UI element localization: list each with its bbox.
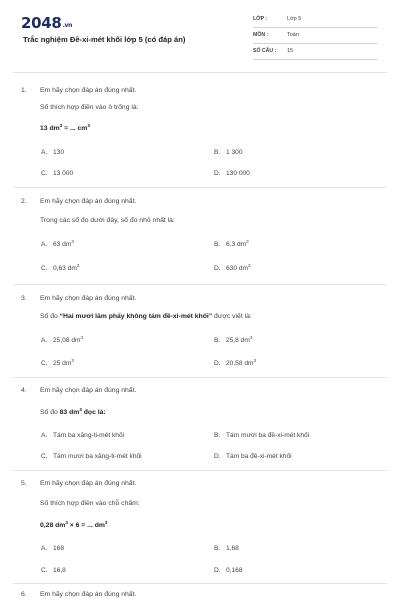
- option-b[interactable]: B. 6,3 $dm^3$: [214, 239, 249, 248]
- option-a[interactable]: A. 130: [41, 149, 65, 156]
- meta-label: LỚP :: [253, 16, 268, 22]
- option-d[interactable]: D. 20,58 $dm^3$: [214, 358, 257, 367]
- question-prompt: Em hãy chọn đáp án đúng nhất.: [40, 295, 137, 302]
- option-c[interactable]: C. 16,8: [41, 567, 66, 574]
- question-number: 6.: [21, 591, 27, 598]
- meta-value: Toán: [287, 32, 299, 38]
- question-text: Số thích hợp điền vào chỗ chấm:: [40, 500, 140, 507]
- meta-value: Lớp 5: [287, 16, 302, 22]
- divider: [13, 284, 387, 285]
- meta-label: SỐ CÂU :: [253, 48, 277, 54]
- option-c[interactable]: C. 25 $dm^3$: [41, 358, 74, 367]
- divider: [13, 470, 387, 471]
- option-c[interactable]: C. 0,63 $dm^3$: [41, 263, 80, 272]
- question-number: 2.: [21, 198, 27, 205]
- divider: [13, 377, 387, 378]
- question-prompt: Em hãy chọn đáp án đúng nhất.: [40, 591, 137, 598]
- question-text: Số thích hợp điền vào ô trống là:: [40, 104, 139, 111]
- option-c[interactable]: C. 13 000: [41, 170, 74, 177]
- meta-label: MÔN :: [253, 32, 269, 38]
- option-a[interactable]: A. 63 $dm^3$: [41, 239, 74, 248]
- question-text: Trong các số đo dưới đây, số đo nhỏ nhất là:: [40, 217, 175, 224]
- option-d[interactable]: D. Tám ba đề-xi-mét khối: [214, 453, 292, 460]
- option-b[interactable]: B. 1,68: [214, 545, 239, 552]
- meta-value: 15: [287, 48, 294, 54]
- option-d[interactable]: D. 130 000: [214, 170, 250, 177]
- option-a[interactable]: A. 25,08 $dm^3$: [41, 335, 84, 344]
- question-text: Số đo “Hai mươi lăm phẩy không tám đề-xi-mét khối” được viết là:: [40, 313, 252, 320]
- option-b[interactable]: B. 1 300: [214, 149, 243, 156]
- divider: [13, 583, 387, 584]
- question-number: 3.: [21, 295, 27, 302]
- option-a[interactable]: A. Tám ba xăng-ti-mét khối: [41, 432, 125, 439]
- question-prompt: Em hãy chọn đáp án đúng nhất.: [40, 387, 137, 394]
- quiz-page: [3, 4, 396, 600]
- question-prompt: Em hãy chọn đáp án đúng nhất.: [40, 198, 137, 205]
- option-b[interactable]: B. 25,8 $dm^3$: [214, 335, 253, 344]
- question-prompt: Em hãy chọn đáp án đúng nhất.: [40, 87, 137, 94]
- option-d[interactable]: D. 0,168: [214, 567, 243, 574]
- option-b[interactable]: B. Tám mươi ba đề-xi-mét khối: [214, 432, 310, 439]
- site-logo[interactable]: 2048.vn: [21, 14, 73, 32]
- meta-subject: [253, 30, 378, 44]
- question-prompt: Em hãy chọn đáp án đúng nhất.: [40, 480, 137, 487]
- divider: [13, 187, 387, 188]
- question-text: Số đo 83 $dm^3$ đọc là:: [40, 407, 106, 416]
- page-title: Trắc nghiệm Đề-xi-mét khối lớp 5 (có đáp án): [23, 35, 186, 44]
- question-number: 1.: [21, 87, 27, 94]
- question-expression: 13 $dm^3$ = ... $cm^3$: [40, 123, 90, 132]
- question-number: 5.: [21, 480, 27, 487]
- question-expression: 0,28 $dm^3 \times 6$ = ... $dm^3$: [40, 520, 108, 529]
- question-number: 4.: [21, 387, 27, 394]
- meta-grade: [253, 14, 378, 28]
- option-d[interactable]: D. 630 $dm^3$: [214, 263, 251, 272]
- page-header: [3, 4, 396, 72]
- option-a[interactable]: A. 168: [41, 545, 65, 552]
- option-c[interactable]: C. Tám mươi ba xăng-ti-mét khối: [41, 453, 142, 460]
- divider: [13, 72, 387, 73]
- meta-question-count: [253, 46, 378, 60]
